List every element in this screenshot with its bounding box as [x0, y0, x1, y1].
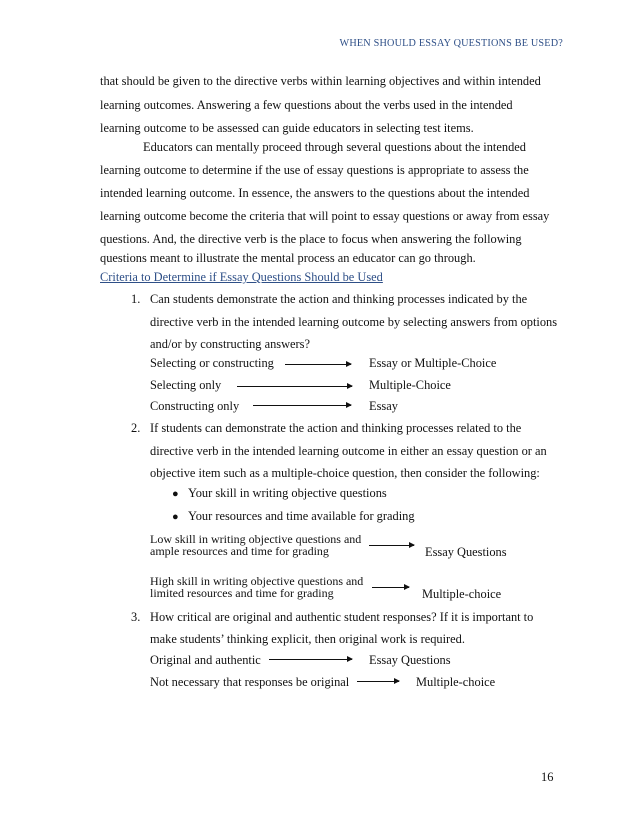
mapping-condition: ample resources and time for grading — [150, 544, 329, 558]
arrow-icon — [285, 364, 351, 365]
criterion-number: 2. — [131, 421, 141, 435]
paragraph-line: learning outcome to be assessed can guide educators in selecting test items. — [100, 121, 474, 135]
paragraph-line: questions. And, the directive verb is the place to focus when answering the following — [100, 232, 522, 246]
paragraph-line: questions meant to illustrate the mental process an educator can go through. — [100, 251, 476, 265]
mapping-condition: Selecting only — [150, 378, 222, 392]
page-number: 16 — [541, 770, 554, 784]
paragraph-line: that should be given to the directive verbs within learning objectives and within intended — [100, 74, 541, 88]
criterion-line: How critical are original and authentic student responses? If it is important to — [150, 610, 534, 624]
criterion-line: directive verb in the intended learning outcome by selecting answers from options — [150, 315, 558, 329]
running-header: WHEN SHOULD ESSAY QUESTIONS BE USED? — [339, 38, 563, 49]
paragraph-line: learning outcome become the criteria that will point to essay questions or away from essay — [100, 209, 550, 223]
mapping-result: Essay — [369, 399, 398, 413]
criterion-number: 3. — [131, 610, 141, 624]
section-heading: Criteria to Determine if Essay Questions Should be Used — [100, 270, 383, 284]
mapping-condition: Constructing only — [150, 399, 240, 413]
bullet-icon: ● — [172, 488, 179, 500]
bullet-icon: ● — [172, 511, 179, 523]
criterion-line: directive verb in the intended learning outcome in either an essay question or an — [150, 444, 547, 458]
mapping-result: Multiple-Choice — [369, 378, 451, 392]
paragraph-line: intended learning outcome. In essence, the answers to the questions about the intended — [100, 186, 530, 200]
arrow-icon — [369, 545, 414, 546]
mapping-condition: Low skill in writing objective questions and — [150, 532, 362, 546]
criterion-line: objective item such as a multiple-choice question, then consider the following: — [150, 466, 540, 480]
mapping-result: Essay or Multiple-Choice — [369, 356, 497, 370]
bullet-text: Your skill in writing objective questions — [188, 486, 387, 500]
mapping-condition: limited resources and time for grading — [150, 586, 334, 600]
mapping-condition: High skill in writing objective questions and — [150, 574, 364, 588]
paragraph-line: learning outcomes. Answering a few questions about the verbs used in the intended — [100, 98, 513, 112]
mapping-result: Essay Questions — [369, 653, 451, 667]
mapping-result: Multiple-choice — [422, 587, 502, 601]
criterion-line: Can students demonstrate the action and thinking processes indicated by the — [150, 292, 528, 306]
arrow-icon — [253, 405, 351, 406]
mapping-result: Multiple-choice — [416, 675, 496, 689]
arrow-icon — [237, 386, 352, 387]
mapping-result: Essay Questions — [425, 545, 507, 559]
criterion-number: 1. — [131, 292, 141, 306]
mapping-condition: Selecting or constructing — [150, 356, 274, 370]
mapping-condition: Original and authentic — [150, 653, 261, 667]
paragraph-line: Educators can mentally proceed through several questions about the intended — [143, 140, 526, 154]
arrow-icon — [357, 681, 399, 682]
bullet-text: Your resources and time available for grading — [188, 509, 415, 523]
criterion-line: make students’ thinking explicit, then original work is required. — [150, 632, 465, 646]
arrow-icon — [372, 587, 409, 588]
mapping-condition: Not necessary that responses be original — [150, 675, 350, 689]
arrow-icon — [269, 659, 352, 660]
criterion-line: If students can demonstrate the action and thinking processes related to the — [150, 421, 522, 435]
paragraph-line: learning outcome to determine if the use of essay questions is appropriate to assess the — [100, 163, 529, 177]
criterion-line: and/or by constructing answers? — [150, 337, 311, 351]
